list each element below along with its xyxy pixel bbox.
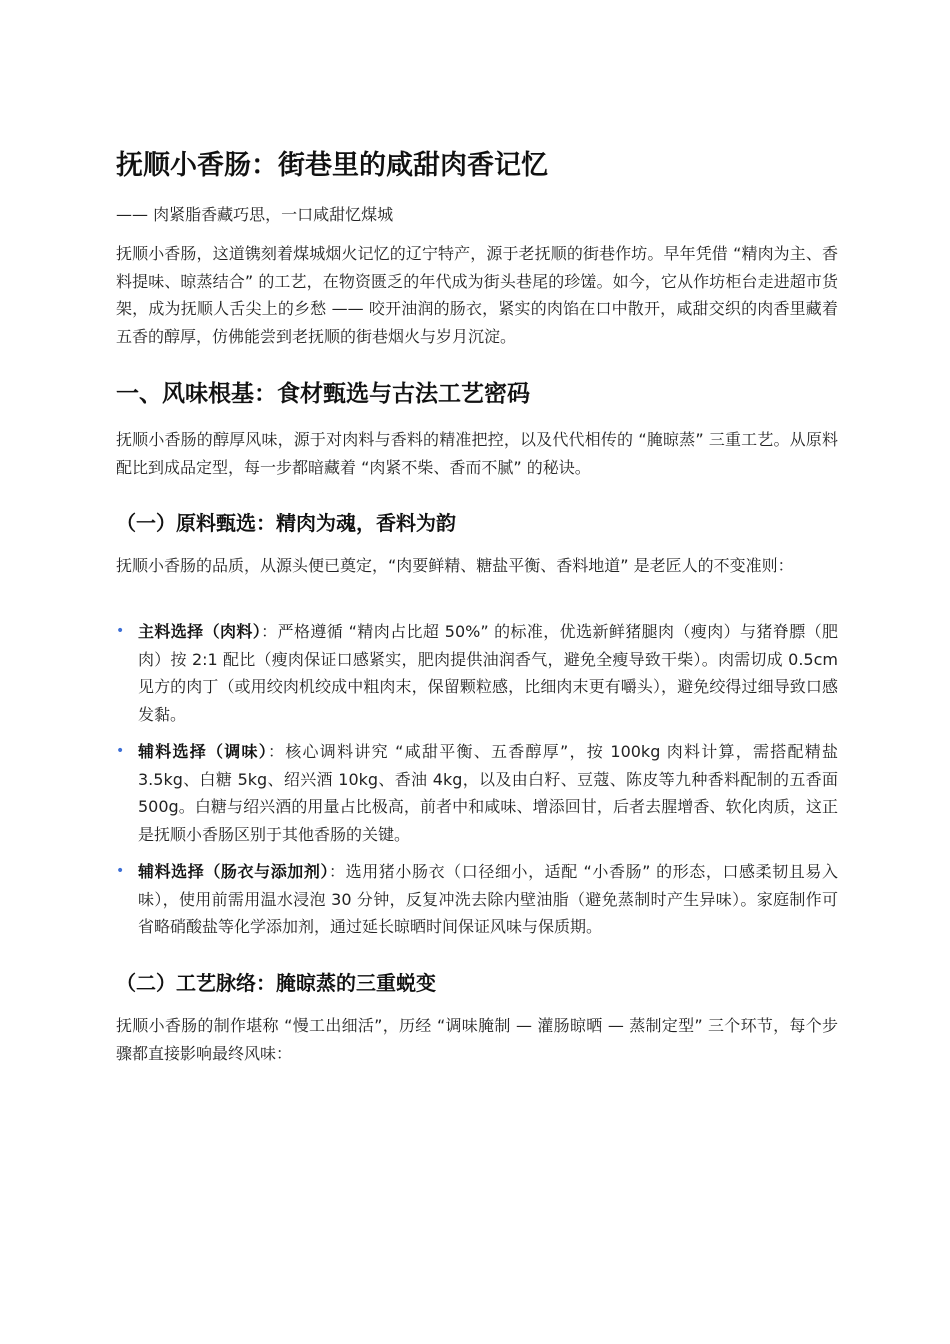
list-item-body: ：严格遵循 “精肉占比超 50%” 的标准，优选新鲜猪腿肉（瘦肉）与猪脊膘（肥肉）按 2:1 配比（瘦肉保证口感紧实，肥肉提供油润香气，避免全瘦导致干柴）。肉需切成 0.5cm 见方的肉丁（或用绞肉机绞成中粗肉末，保留颗粒感，比细肉末更有嚼头），避免绞得过细导致口感发黏。: [138, 622, 838, 724]
subsection-2-intro: 抚顺小香肠的制作堪称 “慢工出细活”，历经 “调味腌制 — 灌肠晾晒 — 蒸制定型” 三个环节，每个步骤都直接影响最终风味：: [116, 1016, 838, 1063]
list-item-body: ：选用猪小肠衣（口径细小，适配 “小香肠” 的形态，口感柔韧且易入味），使用前需用温水浸泡 30 分钟，反复冲洗去除内壁油脂（避免蒸制时产生异味）。家庭制作可省略硝酸盐等化学添加剂，通过延长晾晒时间保证风味与保质期。: [138, 862, 838, 936]
section-heading-1: 一、风味根基：食材甄选与古法工艺密码: [116, 381, 530, 407]
list-item-body: ：核心调料讲究 “咸甜平衡、五香醇厚”，按 100kg 肉料计算，需搭配精盐 3.5kg、白糖 5kg、绍兴酒 10kg、香油 4kg，以及由白籽、豆蔻、陈皮等九种香料配制的五香面 500g。白糖与绍兴酒的用量占比极高，前者中和咸味、增添回甘，后者去腥增香、软化肉质，这正是抚顺小香肠区别于其他香肠的关键。: [138, 742, 838, 844]
document-subtitle: —— 肉紧脂香藏巧思，一口咸甜忆煤城: [116, 205, 394, 224]
list-item: [116, 618, 838, 728]
list-item: [116, 738, 838, 848]
list-item-text: [138, 618, 838, 728]
subsection-heading-2: （二）工艺脉络：腌晾蒸的三重蜕变: [116, 971, 436, 995]
list-item-title: 辅料选择（肠衣与添加剂）: [138, 862, 330, 881]
list-item-text: [138, 738, 838, 848]
bullet-dot-icon: •: [116, 863, 125, 879]
document-title: 抚顺小香肠：街巷里的咸甜肉香记忆: [116, 150, 548, 181]
bullet-dot-icon: •: [116, 743, 125, 759]
subsection-1-intro: 抚顺小香肠的品质，从源头便已奠定，“肉要鲜精、糖盐平衡、香料地道” 是老匠人的不变准则：: [116, 556, 794, 575]
list-item-title: 辅料选择（调味）: [138, 742, 269, 761]
subsection-heading-1: （一）原料甄选：精肉为魂，香料为韵: [116, 511, 456, 535]
list-item-title: 主料选择（肉料）: [138, 622, 262, 641]
list-item: [116, 858, 838, 941]
section-1-intro: 抚顺小香肠的醇厚风味，源于对肉料与香料的精准把控，以及代代相传的 “腌晾蒸” 三重工艺。从原料配比到成品定型，每一步都暗藏着 “肉紧不柴、香而不腻” 的秘诀。: [116, 430, 838, 477]
bullet-dot-icon: •: [116, 623, 125, 639]
intro-paragraph: 抚顺小香肠，这道镌刻着煤城烟火记忆的辽宁特产，源于老抚顺的街巷作坊。早年凭借 “精肉为主、香料提味、晾蒸结合” 的工艺，在物资匮乏的年代成为街头巷尾的珍馐。如今，它从作坊柜台走进超市货架，成为抚顺人舌尖上的乡愁 —— 咬开油润的肠衣，紧实的肉馅在口中散开，咸甜交织的肉香里藏着五香的醇厚，仿佛能尝到老抚顺的街巷烟火与岁月沉淀。: [116, 244, 838, 346]
list-item-text: [138, 858, 838, 941]
